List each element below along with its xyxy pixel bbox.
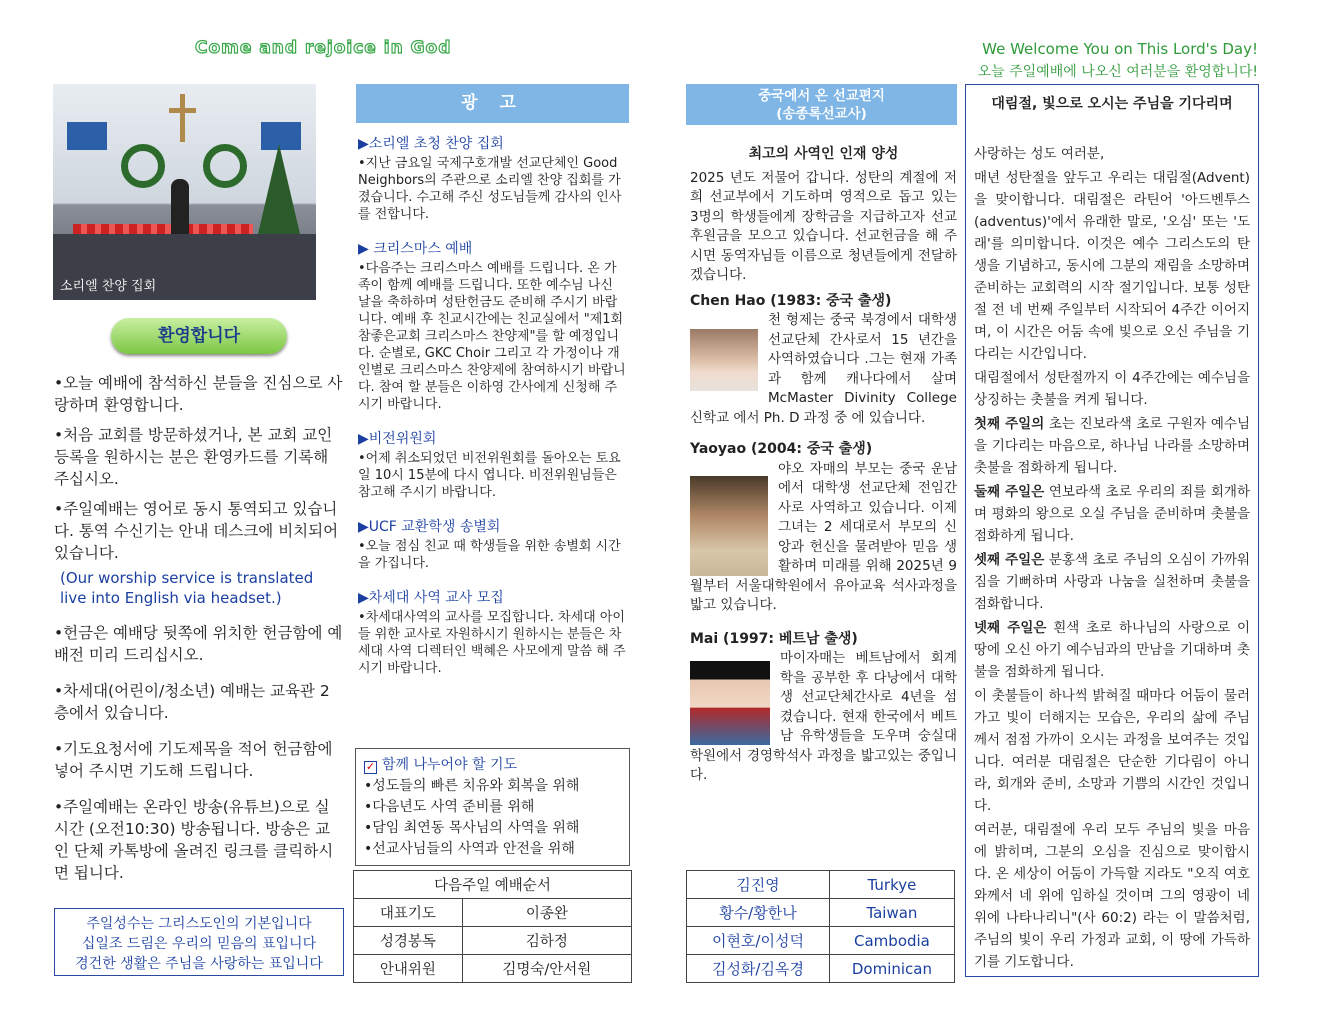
advent-paragraph: 넷째 주일은 흰색 초로 하나님의 사랑으로 이 땅에 오신 아기 예수님과의 만남을 기대하며 촛불을 점화하게 됩니다. — [974, 620, 1250, 680]
advent-title: 대림절, 빛으로 오시는 주님을 기다리며 — [991, 96, 1233, 112]
advent-paragraph: 대림절에서 성탄절까지 이 4주간에는 예수님을 상징하는 촛불을 켜게 됩니다. — [974, 370, 1250, 408]
announcements-list — [358, 136, 628, 695]
welcome-list — [54, 372, 344, 892]
announcement-title: ▶ 크리스마스 예배 — [358, 241, 473, 257]
advent-paragraph: 둘째 주일은 연보라색 초로 우리의 죄를 회개하며 평화의 왕으로 오실 주님을 준비하며 촛불을 점화하게 됩니다. — [974, 484, 1250, 544]
worship-order-title: 다음주일 예배순서 — [354, 871, 632, 899]
welcome-item: •헌금은 예배당 뒷쪽에 위치한 헌금함에 예배전 미리 드리십시오. — [54, 624, 343, 664]
announcement-title: ▶차세대 사역 교사 모집 — [358, 590, 504, 606]
announcements-header: 광 고 — [356, 84, 629, 123]
prayer-item: •다음년도 사역 준비를 위해 — [364, 799, 535, 815]
welcome-pill: 환영합니다 — [111, 318, 287, 354]
announcement-body: •지난 금요일 국제구호개발 선교단체인 Good Neighbors의 주관으로 소리엘 찬양 집회를 가졌습니다. 수고해 주신 성도님들께 감사의 인사를 전합니다. — [358, 156, 622, 222]
person-bio: 야오 자매의 부모는 중국 운남에서 대학생 선교단체 전임간사로 사역하고 있습니다. 이제 그녀는 2 세대로서 부모의 신앙과 헌신을 물려받아 믿음 생활하며 미래를 위해 2025년 9월부터 서울대학원에서 유아교육 석사과정을 밟고 있습니다. — [690, 460, 957, 613]
motto-line: 주일성수는 그리스도인의 기본입니다 — [86, 916, 312, 932]
screen-left — [67, 122, 107, 150]
announcement-body: •오늘 점심 친교 때 학생들을 위한 송별회 시간을 가집니다. — [358, 539, 621, 571]
advent-paragraph: 이 촛불들이 하나씩 밝혀질 때마다 어둠이 물러가고 빛이 더해지는 모습은, 우리의 삶에 주님께서 점점 가까이 오시는 과정을 보여주는 것입니다. 여러분 대림절은 단순한 기다림이 아니라, 회개와 준비, 소망과 기쁨의 시간인 것입니다. — [974, 688, 1250, 814]
welcome-item: •처음 교회를 방문하셨거나, 본 교회 교인 등록을 원하시는 분은 환영카드를 기록해 주십시오. — [54, 426, 333, 488]
mission-letter-header: 중국에서 온 선교편지 (송종록선교사) — [686, 84, 957, 125]
chen-hao-photo — [690, 329, 758, 391]
table-row: 이현호/이성덕 Cambodia — [687, 927, 955, 955]
mission-subtitle: 최고의 사역인 인재 양성 — [748, 146, 899, 162]
checkbox-icon: ✓ — [365, 760, 376, 773]
advent-paragraph: 매년 성탄절을 앞두고 우리는 대림절(Advent)을 맞이합니다. 대림절은 라틴어 '아드벤투스(adventus)'에서 유래한 말로, '오심' 또는 '도래'를 의미합니다. 이것은 예수 그리스도의 탄생을 기념하고, 동시에 그분의 재림을 소망하며 준비하는 교회력의 시작 절기입니다. 보통 성탄절 전 네 번째 주일부터 시작되어 4주간 이어지며, 이 시간은 어둠 속에 빛으로 오신 주님을 기다리는 시간입니다. — [974, 170, 1250, 362]
table-row: 김진영 Turkye — [687, 871, 955, 899]
advent-body — [974, 143, 1250, 975]
worship-order-table — [353, 870, 632, 983]
wreath-right — [203, 144, 247, 188]
advent-article — [965, 84, 1259, 977]
worship-photo — [53, 84, 316, 300]
advent-paragraph: 셋째 주일은 분홍색 초로 주님의 오심이 가까워짐을 기뻐하며 사랑과 나눔을 실천하며 촛불을 점화합니다. — [974, 552, 1250, 612]
mission-intro: 2025 년도 저물어 갑니다. 성탄의 계절에 저희 선교부에서 기도하며 영적으로 돕고 있는 3명의 학생들에게 장학금을 지급하고자 선교후원금을 모으고 있습니다. 선교헌금을 해 주시면 동역자님들 이름으로 청년들에게 전달하겠습니다. — [690, 169, 957, 283]
advent-paragraph: 여러분, 대림절에 우리 모두 주님의 빛을 마음에 밝히며, 그분의 오심을 진심으로 맞이합시다. 온 세상이 어둠이 가득할 지라도 "오직 여호와께서 네 위에 임하실 것이며 그의 영광이 네 위에 나타나리니"(사 60:2) 라는 이 말씀처럼, 주님의 빛이 우리 가정과 교회, 이 땅에 가득하기를 기도합니다. — [974, 822, 1250, 970]
header-left-title: Come and rejoice in God — [195, 38, 452, 58]
english-note: (Our worship service is translated live into English via headset.) — [60, 569, 314, 607]
announcement-title: ▶비전위원회 — [358, 431, 437, 447]
cross — [180, 94, 185, 142]
photo-caption: 소리엘 찬양 집회 — [60, 279, 157, 294]
announcement — [358, 136, 628, 223]
welcome-korean: 오늘 주일예배에 나오신 여러분을 환영합니다! — [977, 64, 1258, 80]
announcement-body: •어제 취소되었던 비전위원회를 돌아오는 토요일 10시 15분에 다시 엽니다. 비전위원님들은 참고해 주시기 바랍니다. — [358, 451, 621, 500]
welcome-item: •오늘 예배에 참석하신 분들을 진심으로 사랑하며 환영합니다. — [54, 374, 343, 414]
prayer-item: •성도들의 빠른 치유와 회복을 위해 — [364, 778, 580, 794]
welcome-english: We Welcome You on This Lord's Day! — [982, 40, 1258, 58]
announcement-body: •차세대사역의 교사를 모집합니다. 차세대 아이들 위한 교사로 자원하시기 원하시는 분들은 차세대 사역 디렉터인 백혜은 사모에게 말씀 해 주시기 바랍니다. — [358, 610, 626, 676]
prayer-title: ✓ 함께 나누어야 할 기도 — [365, 757, 518, 773]
motto-line: 십일조 드림은 우리의 믿음의 표입니다 — [81, 936, 317, 952]
announcement-body: •다음주는 크리스마스 예배를 드립니다. 온 가족이 함께 예배를 드립니다. 또한 예수님 나신 날을 축하하며 성탄헌금도 준비해 주시기 바랍니다. 예배 후 친교시간에는 친교실에서 "제1회 참좋은교회 크리스마스 찬양제"를 할 예정입니다. 순별로, GKC Choir 그리고 각 가정이나 개인별로 크리스마스 찬양제에 참여하시기 바랍니다. 참여 할 분들은 이하영 간사에게 신청해 주시기 바랍니다. — [358, 261, 626, 412]
prayer-item: •선교사님들의 사역과 안전을 위해 — [364, 841, 575, 857]
motto-box — [54, 908, 344, 976]
welcome-item: •주일예배는 영어로 동시 통역되고 있습니다. 통역 수신기는 안내 데스크에 비치되어 있습니다. — [54, 500, 339, 562]
welcome-item: •차세대(어린이/청소년) 예배는 교육관 2층에서 있습니다. — [54, 682, 330, 722]
table-row: 대표기도 이종완 — [354, 899, 632, 927]
announcement — [358, 519, 628, 572]
prayer-item: •담임 최연동 목사님의 사역을 위해 — [364, 820, 580, 836]
missionary-table — [686, 870, 955, 983]
prayer-box — [355, 748, 630, 866]
person-name: Yaoyao (2004: 중국 출생) — [690, 441, 873, 457]
announcement — [358, 590, 628, 677]
advent-paragraph: 첫째 주일의 초는 진보라색 초로 구원자 예수님을 기다리는 마음으로, 하나님 나라를 소망하며 촛불을 점화하게 됩니다. — [974, 416, 1250, 476]
announcement-title: ▶소리엘 초청 찬양 집회 — [358, 136, 504, 152]
person-name: Chen Hao (1983: 중국 출생) — [690, 292, 892, 309]
table-row: 황수/황한나 Taiwan — [687, 899, 955, 927]
announcement — [358, 241, 628, 413]
mission-letter — [690, 145, 957, 786]
person-bio: 천 형제는 중국 북경에서 대학생 선교단체 간사로서 15 년간을 사역하였습니다 .그는 현재 가족과 함께 캐나다에서 살며 McMaster Divinity College 신학교 에서 Ph. D 과정 중 에 있습니다. — [690, 312, 957, 426]
table-row: 성경봉독 김하정 — [354, 927, 632, 955]
table-row: 안내위원 김명숙/안서원 — [354, 955, 632, 983]
advent-paragraph: 사랑하는 성도 여러분, — [974, 146, 1105, 162]
welcome-item: •주일예배는 온라인 방송(유튜브)으로 실시간 (오전10:30) 방송됩니다. 방송은 교인 단체 카톡방에 올려진 링크를 클릭하시면 됩니다. — [54, 798, 334, 882]
motto-line: 경건한 생활은 주님을 사랑하는 표입니다 — [75, 956, 323, 972]
mai-photo — [690, 661, 770, 745]
yaoyao-photo — [690, 476, 768, 576]
person-name: Mai (1997: 베트남 출생) — [690, 630, 858, 647]
wreath-left — [121, 144, 165, 188]
announcement-title: ▶UCF 교환학생 송별회 — [358, 519, 501, 535]
table-row: 김성화/김옥경 Dominican — [687, 955, 955, 983]
welcome-item: •기도요청서에 기도제목을 적어 헌금함에 넣어 주시면 기도해 드립니다. — [54, 740, 333, 780]
person-bio: 마이자매는 베트남에서 회계학을 공부한 후 다낭에서 대학생 선교단체간사로 4년을 섬겼습니다. 현재 한국에서 베트남 유학생들을 도우며 숭실대학원에서 경영학석사 과정을 밟고있는 중입니다. — [690, 650, 957, 783]
announcement — [358, 431, 628, 501]
